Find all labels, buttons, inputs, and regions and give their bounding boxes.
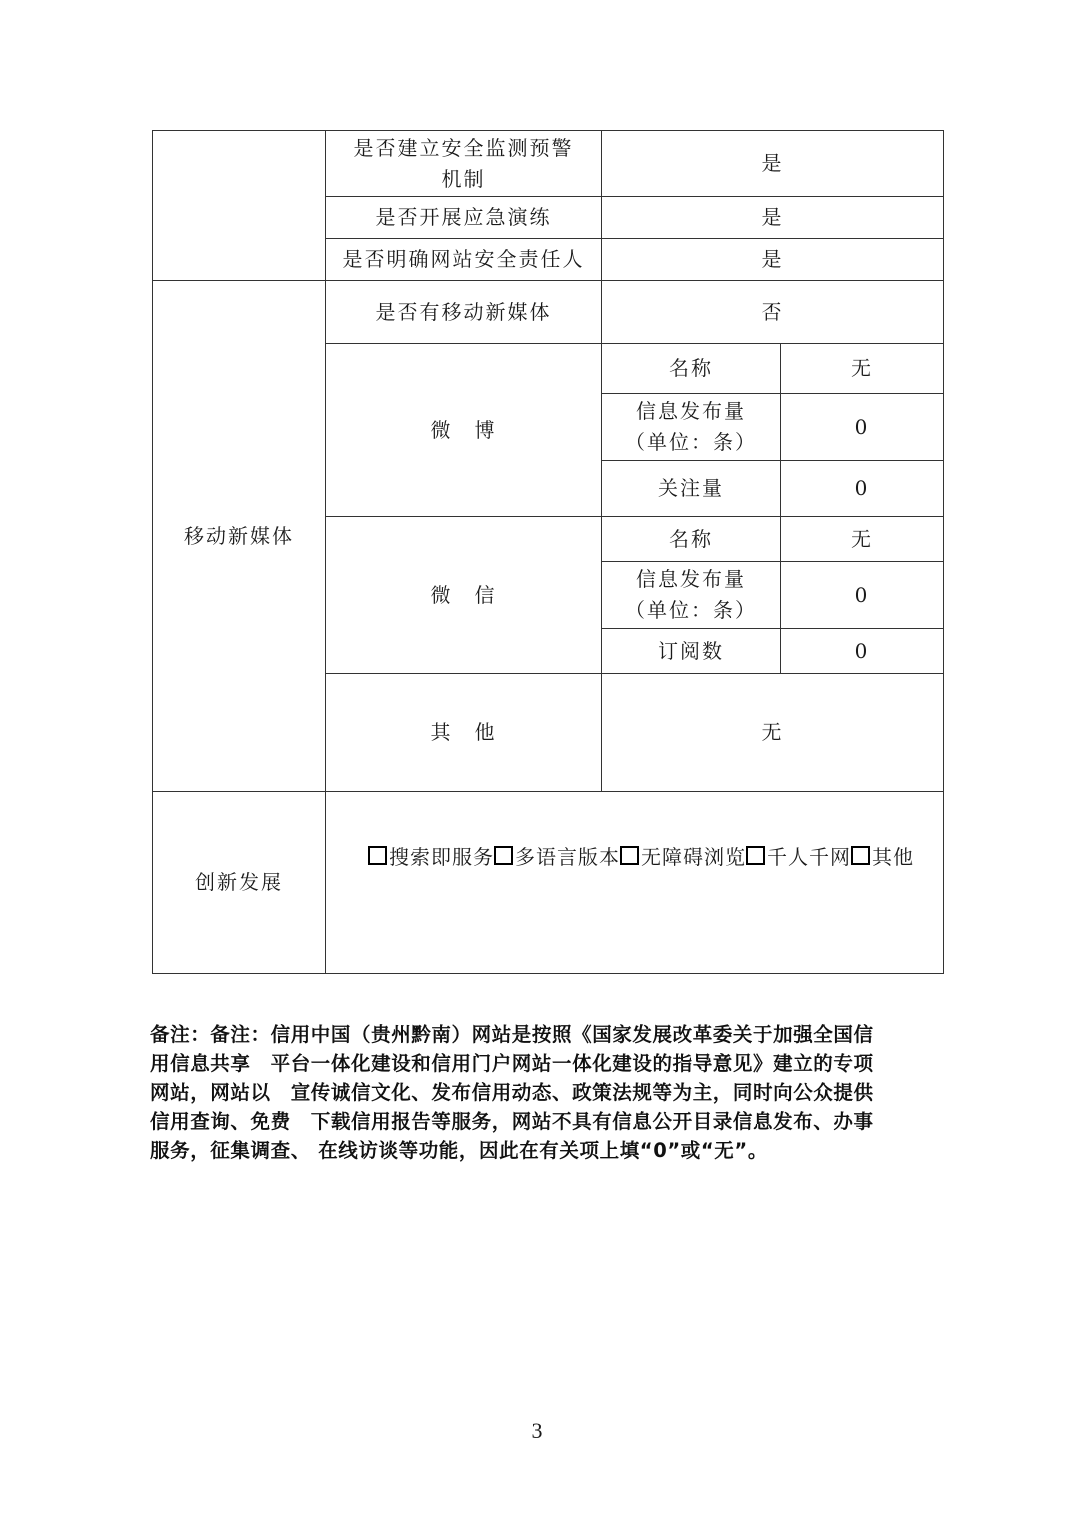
security-owner-value: 是 [602,239,944,281]
remarks-line: 网站，网站以 宣传诚信文化、发布信用动态、政策法规等为主，同时向公众提供 [150,1081,874,1104]
innovation-option-multilang[interactable]: 多语言版本 [494,845,620,869]
media-section-label: 移动新媒体 [153,281,326,792]
has-media-label: 是否有移动新媒体 [326,281,602,344]
wechat-name-label: 名称 [602,517,781,562]
remarks-line: 服务，征集调查、 在线访谈等功能，因此在有关项上填“0”或“无”。 [150,1139,768,1162]
emergency-drill-value: 是 [602,197,944,239]
innovation-option-search[interactable]: 搜索即服务 [368,845,494,869]
weibo-posts-label: 信息发布量 （单位：条） [602,394,781,461]
innovation-options [326,792,944,974]
checkbox-icon[interactable] [620,846,639,865]
innovation-option-personalized[interactable]: 千人千网 [746,845,851,869]
wechat-subscribers-value: 0 [781,629,944,674]
remarks-line: 用信息共享 平台一体化建设和信用门户网站一体化建设的指导意见》建立的专项 [150,1052,874,1075]
weibo-followers-value: 0 [781,461,944,517]
has-media-value: 否 [602,281,944,344]
remarks-line: 信用查询、免费 下载信用报告等服务，网站不具有信息公开目录信息发布、办事 [150,1110,874,1133]
weibo-posts-value: 0 [781,394,944,461]
weibo-label: 微 博 [326,344,602,517]
other-media-label: 其 他 [326,674,602,792]
other-media-value: 无 [602,674,944,792]
wechat-subscribers-label: 订阅数 [602,629,781,674]
weibo-name-label: 名称 [602,344,781,394]
innovation-option-accessibility[interactable]: 无障碍浏览 [620,845,746,869]
checkbox-icon[interactable] [746,846,765,865]
page-number: 3 [531,1418,543,1443]
innovation-label: 创新发展 [153,792,326,974]
remarks-note [150,1020,940,1165]
wechat-name-value: 无 [781,517,944,562]
wechat-posts-value: 0 [781,562,944,629]
checkbox-icon[interactable] [851,846,870,865]
report-table [152,130,944,974]
emergency-drill-label: 是否开展应急演练 [326,197,602,239]
wechat-posts-label: 信息发布量 （单位：条） [602,562,781,629]
weibo-followers-label: 关注量 [602,461,781,517]
checkbox-icon[interactable] [494,846,513,865]
weibo-name-value: 无 [781,344,944,394]
security-monitor-label: 是否建立安全监测预警 机制 [326,131,602,197]
wechat-label: 微 信 [326,517,602,674]
security-monitor-value: 是 [602,131,944,197]
security-owner-label: 是否明确网站安全责任人 [326,239,602,281]
innovation-option-other[interactable]: 其他 [851,845,914,869]
security-section-cell [153,131,326,281]
remarks-line: 备注：备注：信用中国（贵州黔南）网站是按照《国家发展改革委关于加强全国信 [150,1023,874,1046]
checkbox-icon[interactable] [368,846,387,865]
